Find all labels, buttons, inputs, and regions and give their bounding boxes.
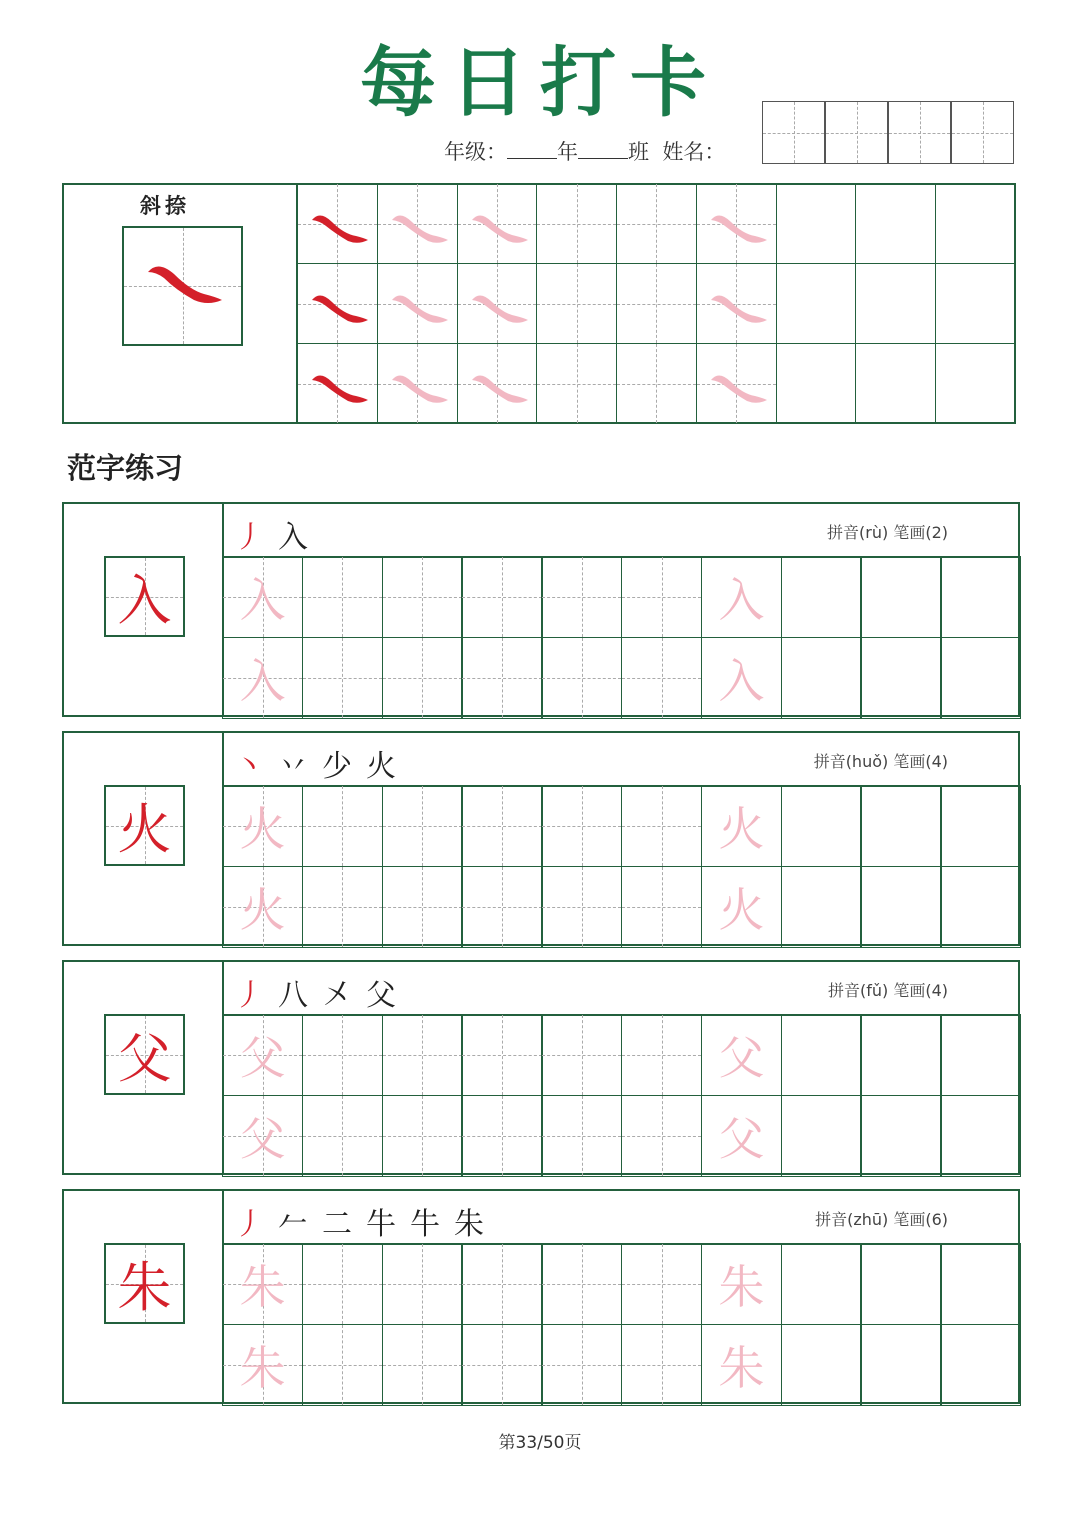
writing-cell[interactable] — [940, 1014, 1021, 1096]
writing-cell[interactable] — [222, 866, 303, 948]
character-sample-glyph: 火 — [117, 798, 172, 861]
stroke-practice-cell[interactable] — [457, 343, 538, 424]
stroke-order-step: 牛 — [410, 1207, 440, 1242]
stroke-order-step: 朱 — [454, 1207, 484, 1242]
stroke-trace-glyph — [378, 264, 458, 344]
writing-cell[interactable] — [940, 1243, 1021, 1325]
stroke-practice-cell[interactable] — [536, 183, 617, 264]
writing-cell[interactable] — [382, 1324, 463, 1406]
stroke-order-step: 丿 — [234, 520, 264, 555]
writing-cell[interactable] — [541, 556, 622, 638]
trace-character: 父 — [239, 1111, 286, 1166]
writing-cell[interactable] — [461, 866, 542, 948]
writing-cell[interactable] — [461, 1324, 542, 1406]
writing-cell[interactable] — [302, 1324, 383, 1406]
character-sample-box — [104, 1014, 185, 1095]
name-box[interactable] — [762, 101, 825, 164]
trace-character: 入 — [239, 573, 286, 627]
stroke-practice-cell[interactable] — [696, 183, 777, 264]
stroke-order-step: 火 — [366, 749, 396, 784]
name-box[interactable] — [825, 101, 888, 164]
writing-cell[interactable] — [621, 637, 702, 719]
trace-character: 火 — [718, 802, 765, 856]
writing-cell[interactable] — [860, 1095, 941, 1177]
character-sample-glyph: 朱 — [117, 1256, 172, 1319]
stroke-order-step: 𠂉 — [278, 1207, 308, 1242]
writing-cell[interactable] — [860, 785, 941, 867]
trace-character: 朱 — [718, 1340, 765, 1395]
writing-cell[interactable] — [781, 637, 862, 719]
page-number: 第33/50页 — [498, 1433, 582, 1453]
writing-cell[interactable] — [940, 1095, 1021, 1177]
writing-cell[interactable] — [701, 637, 782, 719]
writing-cell[interactable] — [860, 1014, 941, 1096]
writing-cell[interactable] — [860, 866, 941, 948]
writing-cell[interactable] — [860, 637, 941, 719]
writing-cell[interactable] — [222, 1095, 303, 1177]
writing-cell[interactable] — [621, 866, 702, 948]
name-label: 姓名： — [662, 140, 726, 164]
writing-cell[interactable] — [302, 1014, 383, 1096]
stroke-trace-glyph — [458, 264, 538, 344]
writing-cell[interactable] — [860, 1324, 941, 1406]
stroke-practice-cell[interactable] — [616, 263, 697, 344]
character-sample-box — [104, 1243, 185, 1324]
writing-cell[interactable] — [541, 1014, 622, 1096]
trace-character: 朱 — [239, 1340, 286, 1395]
stroke-practice-cell[interactable] — [935, 263, 1016, 344]
writing-cell[interactable] — [302, 1095, 383, 1177]
writing-cell[interactable] — [222, 1243, 303, 1325]
trace-character: 朱 — [718, 1260, 765, 1314]
character-block — [62, 1189, 1020, 1404]
class-suffix: 班 — [628, 140, 649, 164]
writing-cell[interactable] — [461, 637, 542, 719]
writing-cell[interactable] — [621, 1243, 702, 1325]
writing-cell[interactable] — [781, 1243, 862, 1325]
stroke-practice-cell[interactable] — [297, 183, 378, 264]
writing-cell[interactable] — [621, 785, 702, 867]
writing-cell[interactable] — [541, 1095, 622, 1177]
trace-character: 父 — [718, 1111, 765, 1166]
character-sample-box — [104, 785, 185, 866]
stroke-practice-cell[interactable] — [377, 183, 458, 264]
stroke-trace-glyph — [697, 184, 777, 264]
writing-cell[interactable] — [541, 1324, 622, 1406]
stroke-trace-glyph — [458, 184, 538, 264]
writing-cell[interactable] — [382, 785, 463, 867]
stroke-order-sequence — [234, 1199, 498, 1243]
writing-cell[interactable] — [621, 1324, 702, 1406]
writing-cell[interactable] — [701, 556, 782, 638]
writing-cell[interactable] — [382, 866, 463, 948]
trace-character: 火 — [718, 882, 765, 937]
writing-cell[interactable] — [701, 1014, 782, 1096]
stroke-practice-cell[interactable] — [855, 343, 936, 424]
stroke-practice-cell[interactable] — [457, 183, 538, 264]
writing-cell[interactable] — [701, 785, 782, 867]
writing-cell[interactable] — [222, 1014, 303, 1096]
writing-cell[interactable] — [860, 1243, 941, 1325]
writing-cell[interactable] — [621, 1014, 702, 1096]
stroke-practice-grid — [297, 183, 1015, 423]
stroke-practice-cell[interactable] — [776, 343, 857, 424]
writing-cell[interactable] — [940, 866, 1021, 948]
stroke-practice-cell[interactable] — [855, 263, 936, 344]
trace-character: 入 — [718, 573, 765, 627]
writing-cell[interactable] — [781, 1014, 862, 1096]
stroke-order-step: 丿 — [234, 978, 264, 1013]
stroke-order-step: 二 — [322, 1207, 352, 1242]
writing-cell[interactable] — [541, 866, 622, 948]
writing-cell[interactable] — [461, 785, 542, 867]
stroke-trace-glyph — [697, 264, 777, 344]
stroke-trace-glyph — [378, 184, 458, 264]
trace-character: 火 — [239, 802, 286, 856]
stroke-practice-cell[interactable] — [536, 343, 617, 424]
stroke-order-step: 㐅 — [322, 978, 352, 1013]
stroke-order-step: 丶 — [234, 749, 264, 784]
writing-cell[interactable] — [621, 1095, 702, 1177]
trace-character: 入 — [718, 653, 765, 708]
writing-cell[interactable] — [302, 637, 383, 719]
pinyin-stroke-count: 拼音(rù) 笔画(2) — [827, 523, 948, 542]
character-block — [62, 731, 1020, 946]
stroke-order-step: 丷 — [278, 749, 308, 784]
stroke-practice-cell[interactable] — [935, 183, 1016, 264]
writing-cell[interactable] — [461, 1014, 542, 1096]
writing-cell[interactable] — [461, 1243, 542, 1325]
stroke-practice-cell[interactable] — [776, 183, 857, 264]
writing-cell[interactable] — [781, 1095, 862, 1177]
writing-cell[interactable] — [382, 1014, 463, 1096]
class-blank[interactable] — [578, 140, 628, 159]
character-sample-glyph: 入 — [117, 569, 172, 632]
pinyin-stroke-count: 拼音(huǒ) 笔画(4) — [813, 752, 948, 771]
writing-cell[interactable] — [701, 866, 782, 948]
writing-cell[interactable] — [461, 1095, 542, 1177]
stroke-sample-glyph — [124, 228, 241, 344]
stroke-order-step: 丿 — [234, 1207, 264, 1242]
stroke-order-step: 入 — [278, 520, 308, 555]
name-boxes[interactable] — [762, 101, 1014, 164]
trace-character: 父 — [239, 1031, 286, 1085]
writing-cell[interactable] — [701, 1243, 782, 1325]
writing-cell[interactable] — [222, 785, 303, 867]
stroke-trace-glyph — [378, 344, 458, 424]
grade-label: 年级： — [444, 140, 507, 164]
class-info-row — [444, 136, 725, 166]
writing-cell[interactable] — [382, 1095, 463, 1177]
writing-cell[interactable] — [302, 866, 383, 948]
stroke-practice-cell[interactable] — [616, 343, 697, 424]
grade-blank[interactable] — [507, 140, 557, 159]
trace-character: 火 — [239, 882, 286, 937]
stroke-trace-glyph — [298, 344, 378, 424]
writing-cell[interactable] — [302, 785, 383, 867]
name-box[interactable] — [951, 101, 1014, 164]
pinyin-stroke-count: 拼音(zhū) 笔画(6) — [815, 1210, 948, 1229]
writing-cell[interactable] — [860, 556, 941, 638]
writing-cell[interactable] — [940, 556, 1021, 638]
writing-cell[interactable] — [222, 1324, 303, 1406]
stroke-label: 斜捺 — [140, 193, 190, 218]
character-sample-box — [104, 556, 185, 637]
page-title: 每日打卡 — [360, 38, 720, 127]
stroke-order-step: 少 — [322, 749, 352, 784]
section-title: 范字练习 — [67, 451, 184, 485]
stroke-trace-glyph — [697, 344, 777, 424]
stroke-sample-box — [122, 226, 243, 346]
stroke-practice-cell[interactable] — [935, 343, 1016, 424]
writing-cell[interactable] — [302, 1243, 383, 1325]
character-sample-glyph: 父 — [117, 1027, 172, 1090]
trace-character: 入 — [239, 653, 286, 708]
writing-cell[interactable] — [222, 637, 303, 719]
stroke-practice-cell[interactable] — [776, 263, 857, 344]
name-box[interactable] — [888, 101, 951, 164]
writing-cell[interactable] — [541, 1243, 622, 1325]
stroke-order-sequence — [234, 741, 410, 785]
year-suffix: 年 — [557, 140, 578, 164]
writing-cell[interactable] — [701, 1095, 782, 1177]
stroke-practice-cell[interactable] — [457, 263, 538, 344]
stroke-practice-cell[interactable] — [377, 343, 458, 424]
stroke-practice-cell[interactable] — [297, 263, 378, 344]
writing-cell[interactable] — [781, 866, 862, 948]
writing-cell[interactable] — [781, 1324, 862, 1406]
stroke-practice-cell[interactable] — [377, 263, 458, 344]
writing-cell[interactable] — [382, 1243, 463, 1325]
writing-cell[interactable] — [461, 556, 542, 638]
writing-cell[interactable] — [541, 785, 622, 867]
writing-cell[interactable] — [701, 1324, 782, 1406]
stroke-practice-cell[interactable] — [616, 183, 697, 264]
stroke-practice-cell[interactable] — [855, 183, 936, 264]
writing-cell[interactable] — [222, 556, 303, 638]
stroke-trace-glyph — [458, 344, 538, 424]
stroke-order-step: 八 — [278, 978, 308, 1013]
writing-cell[interactable] — [382, 637, 463, 719]
writing-cell[interactable] — [781, 556, 862, 638]
writing-cell[interactable] — [541, 637, 622, 719]
trace-character: 朱 — [239, 1260, 286, 1314]
trace-character: 父 — [718, 1031, 765, 1085]
character-block — [62, 960, 1020, 1175]
stroke-order-sequence — [234, 970, 410, 1014]
writing-cell[interactable] — [940, 637, 1021, 719]
stroke-trace-glyph — [298, 184, 378, 264]
writing-cell[interactable] — [621, 556, 702, 638]
character-block — [62, 502, 1020, 717]
stroke-practice-cell[interactable] — [297, 343, 378, 424]
stroke-order-sequence — [234, 512, 322, 556]
stroke-practice-cell[interactable] — [536, 263, 617, 344]
writing-cell[interactable] — [382, 556, 463, 638]
writing-cell[interactable] — [302, 556, 383, 638]
stroke-order-step: 牛 — [366, 1207, 396, 1242]
pinyin-stroke-count: 拼音(fǔ) 笔画(4) — [827, 981, 948, 1000]
stroke-trace-glyph — [298, 264, 378, 344]
writing-cell[interactable] — [940, 785, 1021, 867]
stroke-practice-cell[interactable] — [696, 343, 777, 424]
writing-cell[interactable] — [781, 785, 862, 867]
stroke-order-step: 父 — [366, 978, 396, 1013]
stroke-practice-cell[interactable] — [696, 263, 777, 344]
writing-cell[interactable] — [940, 1324, 1021, 1406]
